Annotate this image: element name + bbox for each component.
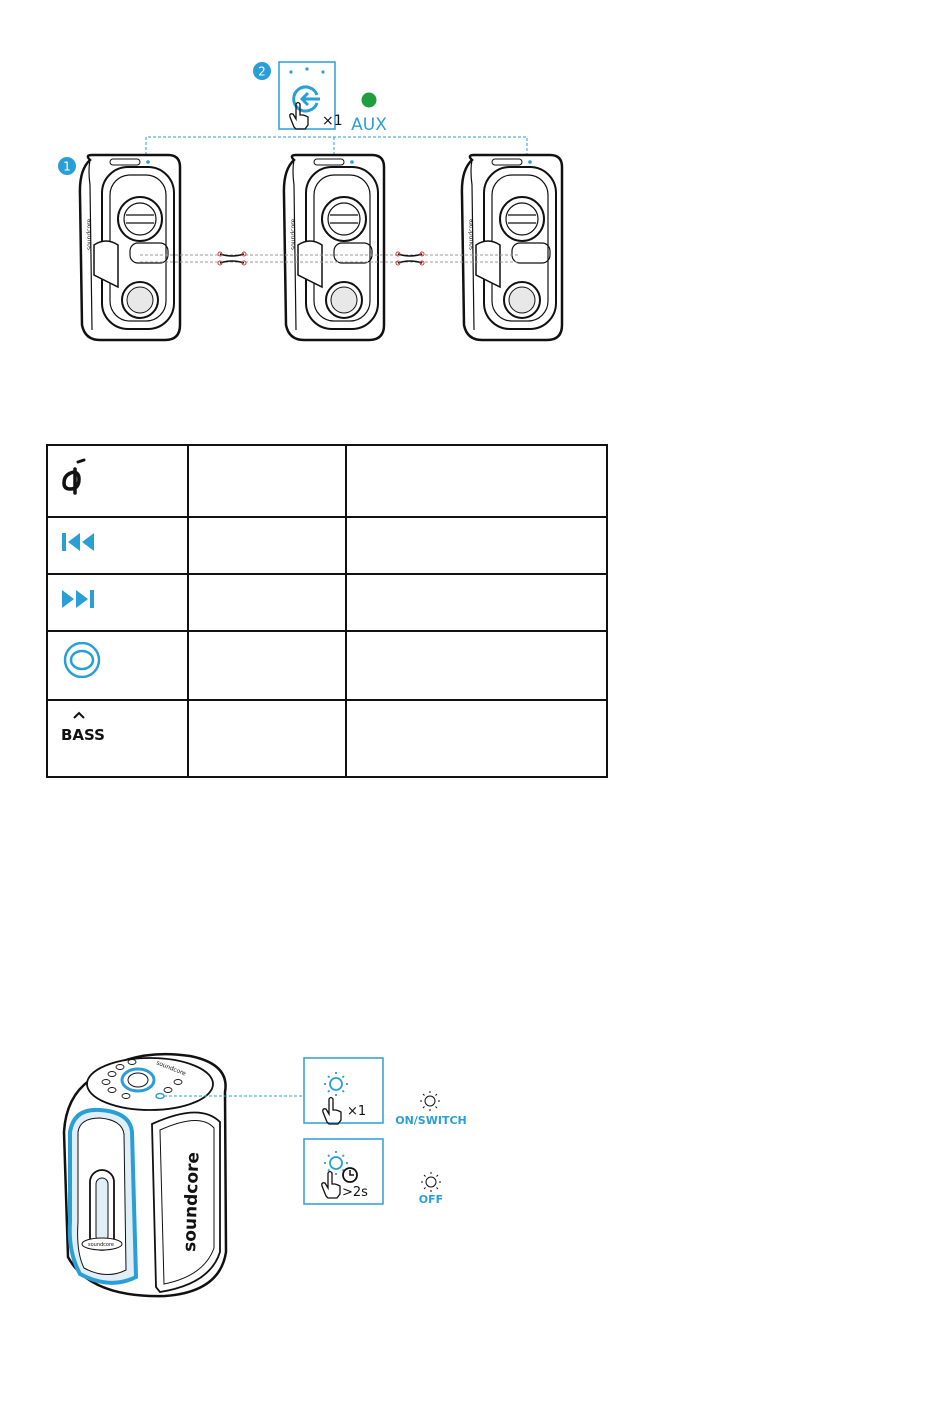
controls-table bbox=[46, 444, 608, 778]
table-row bbox=[47, 445, 607, 517]
press-count: ×1 bbox=[322, 113, 343, 129]
step-1-badge: 1 bbox=[63, 159, 71, 174]
icon-cell bbox=[47, 445, 188, 517]
table-row bbox=[47, 517, 607, 574]
press-hold-duration: >2s bbox=[342, 1185, 368, 1200]
next-track-icon[interactable] bbox=[60, 585, 100, 615]
icon-cell bbox=[47, 574, 188, 631]
step-2-badge: 2 bbox=[258, 64, 266, 79]
table-row bbox=[47, 700, 607, 777]
description-cell bbox=[346, 574, 607, 631]
status-led-green bbox=[362, 93, 377, 108]
table-row bbox=[47, 574, 607, 631]
function-cell bbox=[188, 631, 346, 700]
function-cell bbox=[188, 574, 346, 631]
press-once-count: ×1 bbox=[347, 1104, 367, 1119]
description-cell bbox=[346, 631, 607, 700]
speaker-perspective bbox=[64, 1054, 226, 1296]
power-button-figure bbox=[60, 1052, 490, 1302]
light-on-icon bbox=[420, 1091, 440, 1111]
function-cell bbox=[188, 445, 346, 517]
description-cell bbox=[346, 445, 607, 517]
soundcore-logo-icon bbox=[60, 456, 100, 496]
clock-icon bbox=[343, 1168, 357, 1182]
function-cell bbox=[188, 700, 346, 777]
party-mode-figure: 2 ×1 AUX 1 soundcore bbox=[50, 55, 610, 350]
previous-track-icon[interactable] bbox=[60, 528, 100, 558]
speaker-1 bbox=[80, 155, 180, 340]
function-cell bbox=[188, 517, 346, 574]
speaker-brand: soundcore bbox=[180, 1151, 204, 1253]
svg-text:soundcore: soundcore bbox=[88, 1242, 115, 1248]
aux-label: AUX bbox=[351, 115, 387, 135]
table-row bbox=[47, 631, 607, 700]
svg-text:soundcore: soundcore bbox=[155, 1059, 187, 1078]
off-label: OFF bbox=[418, 1193, 444, 1206]
icon-cell bbox=[47, 631, 188, 700]
light-ring-icon[interactable] bbox=[60, 642, 104, 678]
icon-cell bbox=[47, 700, 188, 777]
speaker-2 bbox=[284, 155, 384, 340]
light-off-icon bbox=[421, 1172, 441, 1192]
on-switch-label: ON/SWITCH bbox=[395, 1114, 467, 1127]
bass-up-icon[interactable] bbox=[60, 711, 110, 745]
description-cell bbox=[346, 517, 607, 574]
speaker-3 bbox=[462, 155, 562, 340]
bass-icon-text: BASS bbox=[61, 726, 105, 744]
icon-cell bbox=[47, 517, 188, 574]
description-cell bbox=[346, 700, 607, 777]
